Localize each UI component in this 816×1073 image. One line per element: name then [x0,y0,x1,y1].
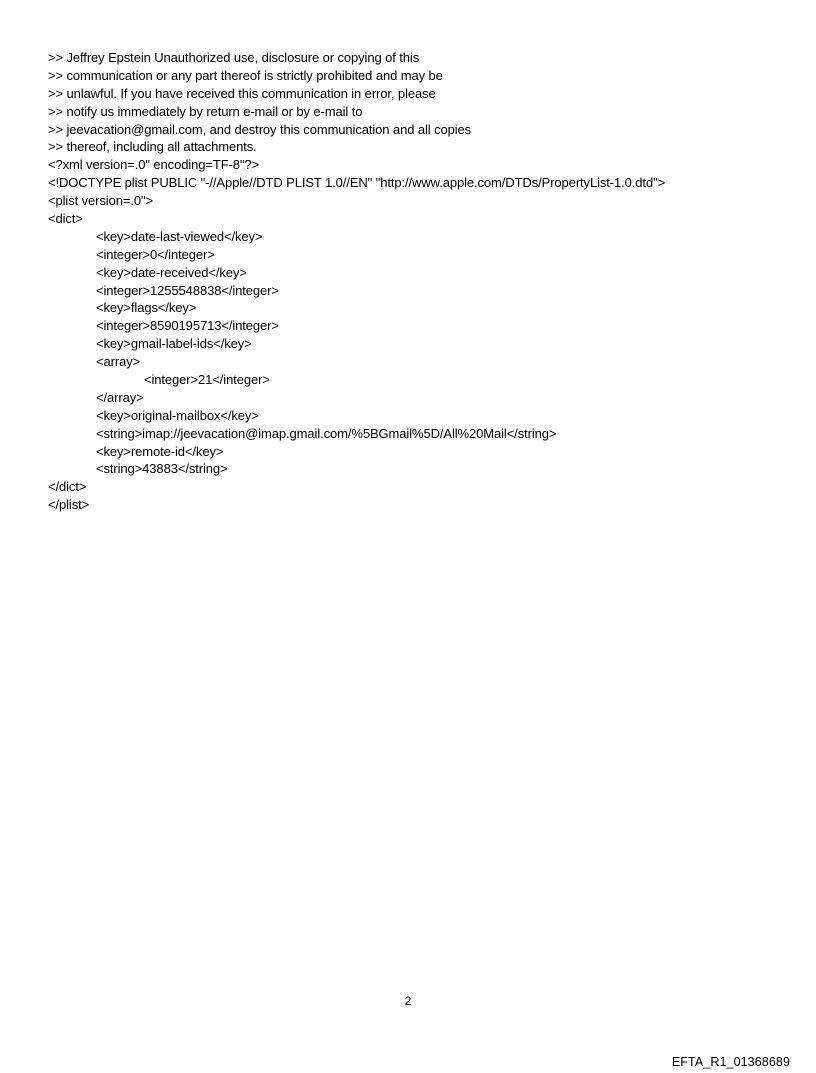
plist-key-line: <key>original-mailbox</key> [96,407,259,423]
plist-key-line: <key>date-received</key> [96,264,247,280]
page-number: 2 [404,994,412,1008]
plist-value-line: <integer>1255548838</integer> [96,282,279,298]
plist-open-tag: <plist version=.0"> [48,193,153,209]
bates-number: EFTA_R1_01368689 [671,1055,790,1069]
array-close-tag: </array> [96,389,144,405]
plist-close-tag: </plist> [48,497,90,513]
dict-close-tag: </dict> [48,479,87,495]
dict-open-tag: <dict> [48,211,83,227]
disclaimer-line: >> Jeffrey Epstein Unauthorized use, disclosure or copying of this [48,50,420,65]
plist-key-line: <key>gmail-label-ids</key> [96,336,252,352]
disclaimer-line: >> notify us immediately by return e-mail or by e-mail to [48,103,363,119]
plist-value-line: <integer>21</integer> [144,372,270,388]
doctype-line: <!DOCTYPE plist PUBLIC "-//Apple//DTD PLIST 1.0//EN" "http://www.apple.com/DTDs/PropertyList-1.0.dtd"> [48,175,666,191]
plist-value-line: <integer>0</integer> [96,246,215,262]
plist-value-line: <string>43883</string> [96,461,228,477]
disclaimer-line: >> jeevacation@gmail.com, and destroy this communication and all copies [48,121,472,137]
xml-declaration: <?xml version=.0" encoding=TF-8"?> [48,157,260,173]
array-open-tag: <array> [96,354,141,370]
plist-block [48,156,788,514]
disclaimer-block [48,49,788,156]
disclaimer-line: >> communication or any part thereof is strictly prohibited and may be [48,67,443,83]
plist-key-line: <key>date-last-viewed</key> [96,228,263,244]
document-body [48,49,788,514]
plist-value-line: <integer>8590195713</integer> [96,318,279,334]
plist-key-line: <key>remote-id</key> [96,443,224,459]
plist-key-line: <key>flags</key> [96,300,197,316]
disclaimer-line: >> thereof, including all attachments. [48,139,257,155]
disclaimer-line: >> unlawful. If you have received this communication in error, please [48,85,436,101]
plist-value-line: <string>imap://jeevacation@imap.gmail.com/%5BGmail%5D/All%20Mail</string> [96,425,557,441]
